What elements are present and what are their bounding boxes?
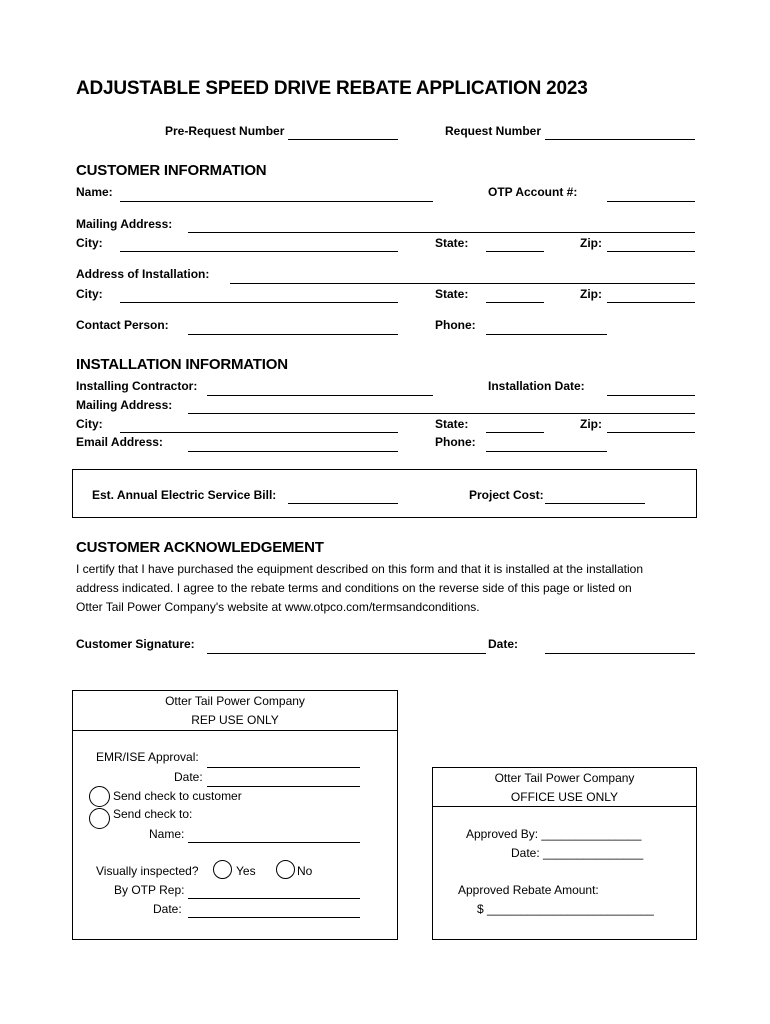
install-address-label: Address of Installation: (76, 267, 210, 281)
emr-date-field[interactable] (207, 786, 360, 787)
install-city-field[interactable] (120, 302, 398, 303)
contractor-city-field[interactable] (120, 432, 398, 433)
install-state-label: State: (435, 287, 469, 301)
contractor-zip-label: Zip: (580, 417, 602, 431)
install-address-field[interactable] (230, 283, 695, 284)
customer-state-field[interactable] (486, 251, 544, 252)
acknowledgement-heading: CUSTOMER ACKNOWLEDGEMENT (76, 539, 324, 556)
by-otp-rep-field[interactable] (188, 898, 360, 899)
request-number-field[interactable] (545, 139, 695, 140)
office-box-subtitle: OFFICE USE ONLY (510, 790, 619, 804)
rep-box-divider (72, 730, 398, 731)
pre-request-number-label: Pre-Request Number (165, 124, 285, 138)
office-date-line[interactable]: Date: _______________ (511, 846, 644, 860)
contact-person-field[interactable] (188, 334, 398, 335)
customer-name-label: Name: (76, 185, 113, 199)
send-check-to-radio[interactable] (89, 808, 110, 829)
contractor-mailing-label: Mailing Address: (76, 398, 173, 412)
contractor-state-label: State: (435, 417, 469, 431)
by-otp-rep-label: By OTP Rep: (114, 883, 185, 897)
page-title: ADJUSTABLE SPEED DRIVE REBATE APPLICATION 2023 (76, 78, 588, 99)
office-box-divider (432, 806, 697, 807)
rep-box-subtitle: REP USE ONLY (191, 713, 279, 727)
install-date-field[interactable] (607, 395, 695, 396)
send-to-customer-label: Send check to customer (113, 789, 242, 803)
contractor-field[interactable] (207, 395, 433, 396)
office-box-company: Otter Tail Power Company (494, 771, 635, 785)
install-zip-field[interactable] (607, 302, 695, 303)
annual-bill-label: Est. Annual Electric Service Bill: (92, 488, 277, 502)
project-cost-label: Project Cost: (469, 488, 544, 502)
visually-inspected-label: Visually inspected? (96, 864, 199, 878)
customer-city-field[interactable] (120, 251, 398, 252)
contractor-phone-field[interactable] (486, 451, 607, 452)
signature-date-label: Date: (488, 637, 519, 651)
customer-zip-label: Zip: (580, 236, 602, 250)
inspected-no-label: No (297, 864, 313, 878)
customer-phone-label: Phone: (435, 318, 476, 332)
inspected-no-radio[interactable] (276, 860, 295, 879)
email-field[interactable] (188, 451, 398, 452)
contractor-city-label: City: (76, 417, 103, 431)
customer-name-field[interactable] (120, 201, 433, 202)
annual-bill-field[interactable] (288, 503, 398, 504)
install-zip-label: Zip: (580, 287, 602, 301)
customer-signature-label: Customer Signature: (76, 637, 195, 651)
customer-signature-field[interactable] (207, 653, 486, 654)
approved-rebate-label: Approved Rebate Amount: (458, 883, 599, 897)
install-city-label: City: (76, 287, 103, 301)
contractor-zip-field[interactable] (607, 432, 695, 433)
customer-zip-field[interactable] (607, 251, 695, 252)
approved-by-line[interactable]: Approved By: _______________ (466, 827, 642, 841)
emr-approval-field[interactable] (207, 767, 360, 768)
contractor-state-field[interactable] (486, 432, 544, 433)
request-number-label: Request Number (445, 124, 542, 138)
send-name-field[interactable] (188, 842, 360, 843)
send-check-to-label: Send check to: (113, 807, 193, 821)
emr-approval-label: EMR/ISE Approval: (96, 750, 199, 764)
emr-date-label: Date: (174, 770, 203, 784)
otp-account-label: OTP Account #: (488, 185, 578, 199)
contact-person-label: Contact Person: (76, 318, 169, 332)
customer-mailing-label: Mailing Address: (76, 217, 173, 231)
contractor-label: Installing Contractor: (76, 379, 198, 393)
acknowledgement-text-line-2: address indicated. I agree to the rebate terms and conditions on the reverse side of this page or listed on (76, 581, 632, 595)
pre-request-number-field[interactable] (288, 139, 398, 140)
customer-info-heading: CUSTOMER INFORMATION (76, 162, 267, 179)
install-state-field[interactable] (486, 302, 544, 303)
email-label: Email Address: (76, 435, 163, 449)
installation-info-heading: INSTALLATION INFORMATION (76, 356, 288, 373)
customer-state-label: State: (435, 236, 469, 250)
inspected-yes-radio[interactable] (213, 860, 232, 879)
otp-account-field[interactable] (607, 201, 695, 202)
customer-mailing-field[interactable] (188, 232, 695, 233)
customer-city-label: City: (76, 236, 103, 250)
rep-date-label: Date: (153, 902, 182, 916)
rebate-amount-line[interactable]: $ _________________________ (477, 902, 654, 916)
rep-box-company: Otter Tail Power Company (165, 694, 305, 708)
customer-phone-field[interactable] (486, 334, 607, 335)
send-to-customer-radio[interactable] (89, 786, 110, 807)
project-cost-field[interactable] (545, 503, 645, 504)
acknowledgement-text-line-1: I certify that I have purchased the equipment described on this form and that it is installed at the installation (76, 562, 643, 576)
inspected-yes-label: Yes (236, 864, 256, 878)
install-date-label: Installation Date: (488, 379, 585, 393)
send-name-label: Name: (149, 827, 185, 841)
rep-date-field[interactable] (188, 917, 360, 918)
acknowledgement-text-line-3: Otter Tail Power Company's website at www.otpco.com/termsandconditions. (76, 600, 480, 614)
contractor-phone-label: Phone: (435, 435, 476, 449)
signature-date-field[interactable] (545, 653, 695, 654)
contractor-mailing-field[interactable] (188, 413, 695, 414)
